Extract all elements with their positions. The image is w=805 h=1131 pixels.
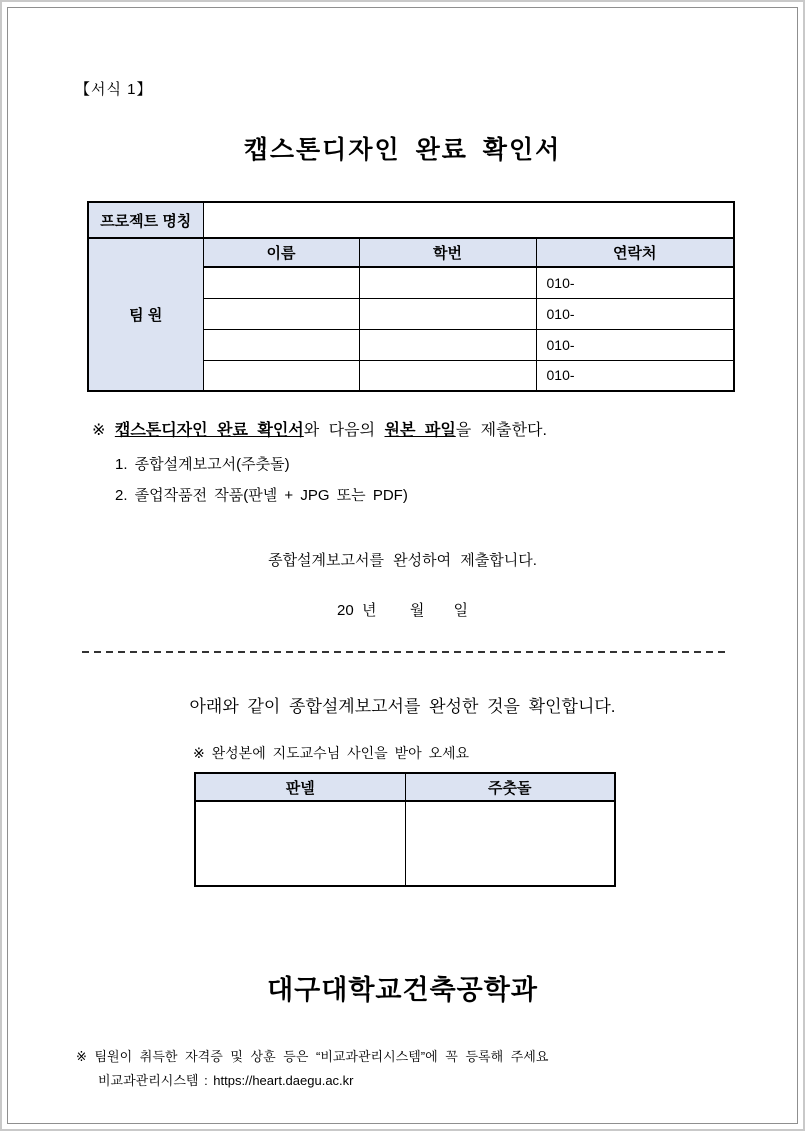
cornerstone-sign-cell [405,801,615,886]
project-name-row [88,202,734,238]
note-emphasis-original-file: 원본 파일 [384,422,456,439]
column-header-panel: 판넬 [195,773,405,801]
member-student-id-cell [359,329,536,360]
note-text: 을 제출한다. [455,422,547,439]
date-line: 20 년 월 일 [336,602,468,619]
member-student-id-cell [359,298,536,329]
note-emphasis-document: 캡스톤디자인 완료 확인서 [114,422,304,439]
footer-note-registration: ※ 팀원이 취득한 자격증 및 상훈 등은 “비교과관리시스템”에 꼭 등록해 주세요 [76,1049,549,1064]
member-student-id-cell [359,360,536,391]
form-number-label: 【서식 1】 [75,81,153,98]
sign-table-body-row [195,801,615,886]
member-name-cell [203,360,359,391]
dashed-divider [82,651,725,653]
member-contact-cell: 010- [536,360,734,391]
member-name-cell [203,298,359,329]
submission-item-list [115,449,408,511]
submission-requirement-note [92,417,547,440]
department-name: 대구대학교건축공학과 [267,975,538,1005]
member-name-cell [203,267,359,298]
member-contact-cell: 010- [536,298,734,329]
member-header-row [88,238,734,267]
project-name-cell [203,202,734,238]
confirmation-statement: 아래와 같이 종합설계보고서를 완성한 것을 확인합니다. [189,697,616,716]
column-header-cornerstone: 주춧돌 [405,773,615,801]
column-header-student-id: 학번 [359,238,536,267]
note-text: 와 다음의 [303,422,385,439]
advisor-sign-note: ※ 완성본에 지도교수님 사인을 받아 오세요 [193,745,470,761]
footer-note-system-url: 비교과관리시스템 : https://heart.daegu.ac.kr [98,1073,354,1088]
member-contact-cell: 010- [536,267,734,298]
member-name-cell [203,329,359,360]
document-title: 캡스톤디자인 완료 확인서 [243,136,562,164]
panel-sign-cell [195,801,405,886]
sign-table-header-row [195,773,615,801]
team-info-table [87,201,735,392]
reference-mark: ※ [92,422,106,439]
column-header-name: 이름 [203,238,359,267]
column-header-contact: 연락처 [536,238,734,267]
member-student-id-cell [359,267,536,298]
sign-off-table [194,772,616,887]
project-name-label: 프로젝트 명칭 [88,202,203,238]
team-member-label: 팀 원 [88,238,203,391]
submission-statement: 종합설계보고서를 완성하여 제출합니다. [268,552,537,569]
list-item: 1. 종합설계보고서(주춧돌) [115,456,290,473]
member-contact-cell: 010- [536,329,734,360]
list-item: 2. 졸업작품전 작품(판넬 + JPG 또는 PDF) [115,487,408,504]
